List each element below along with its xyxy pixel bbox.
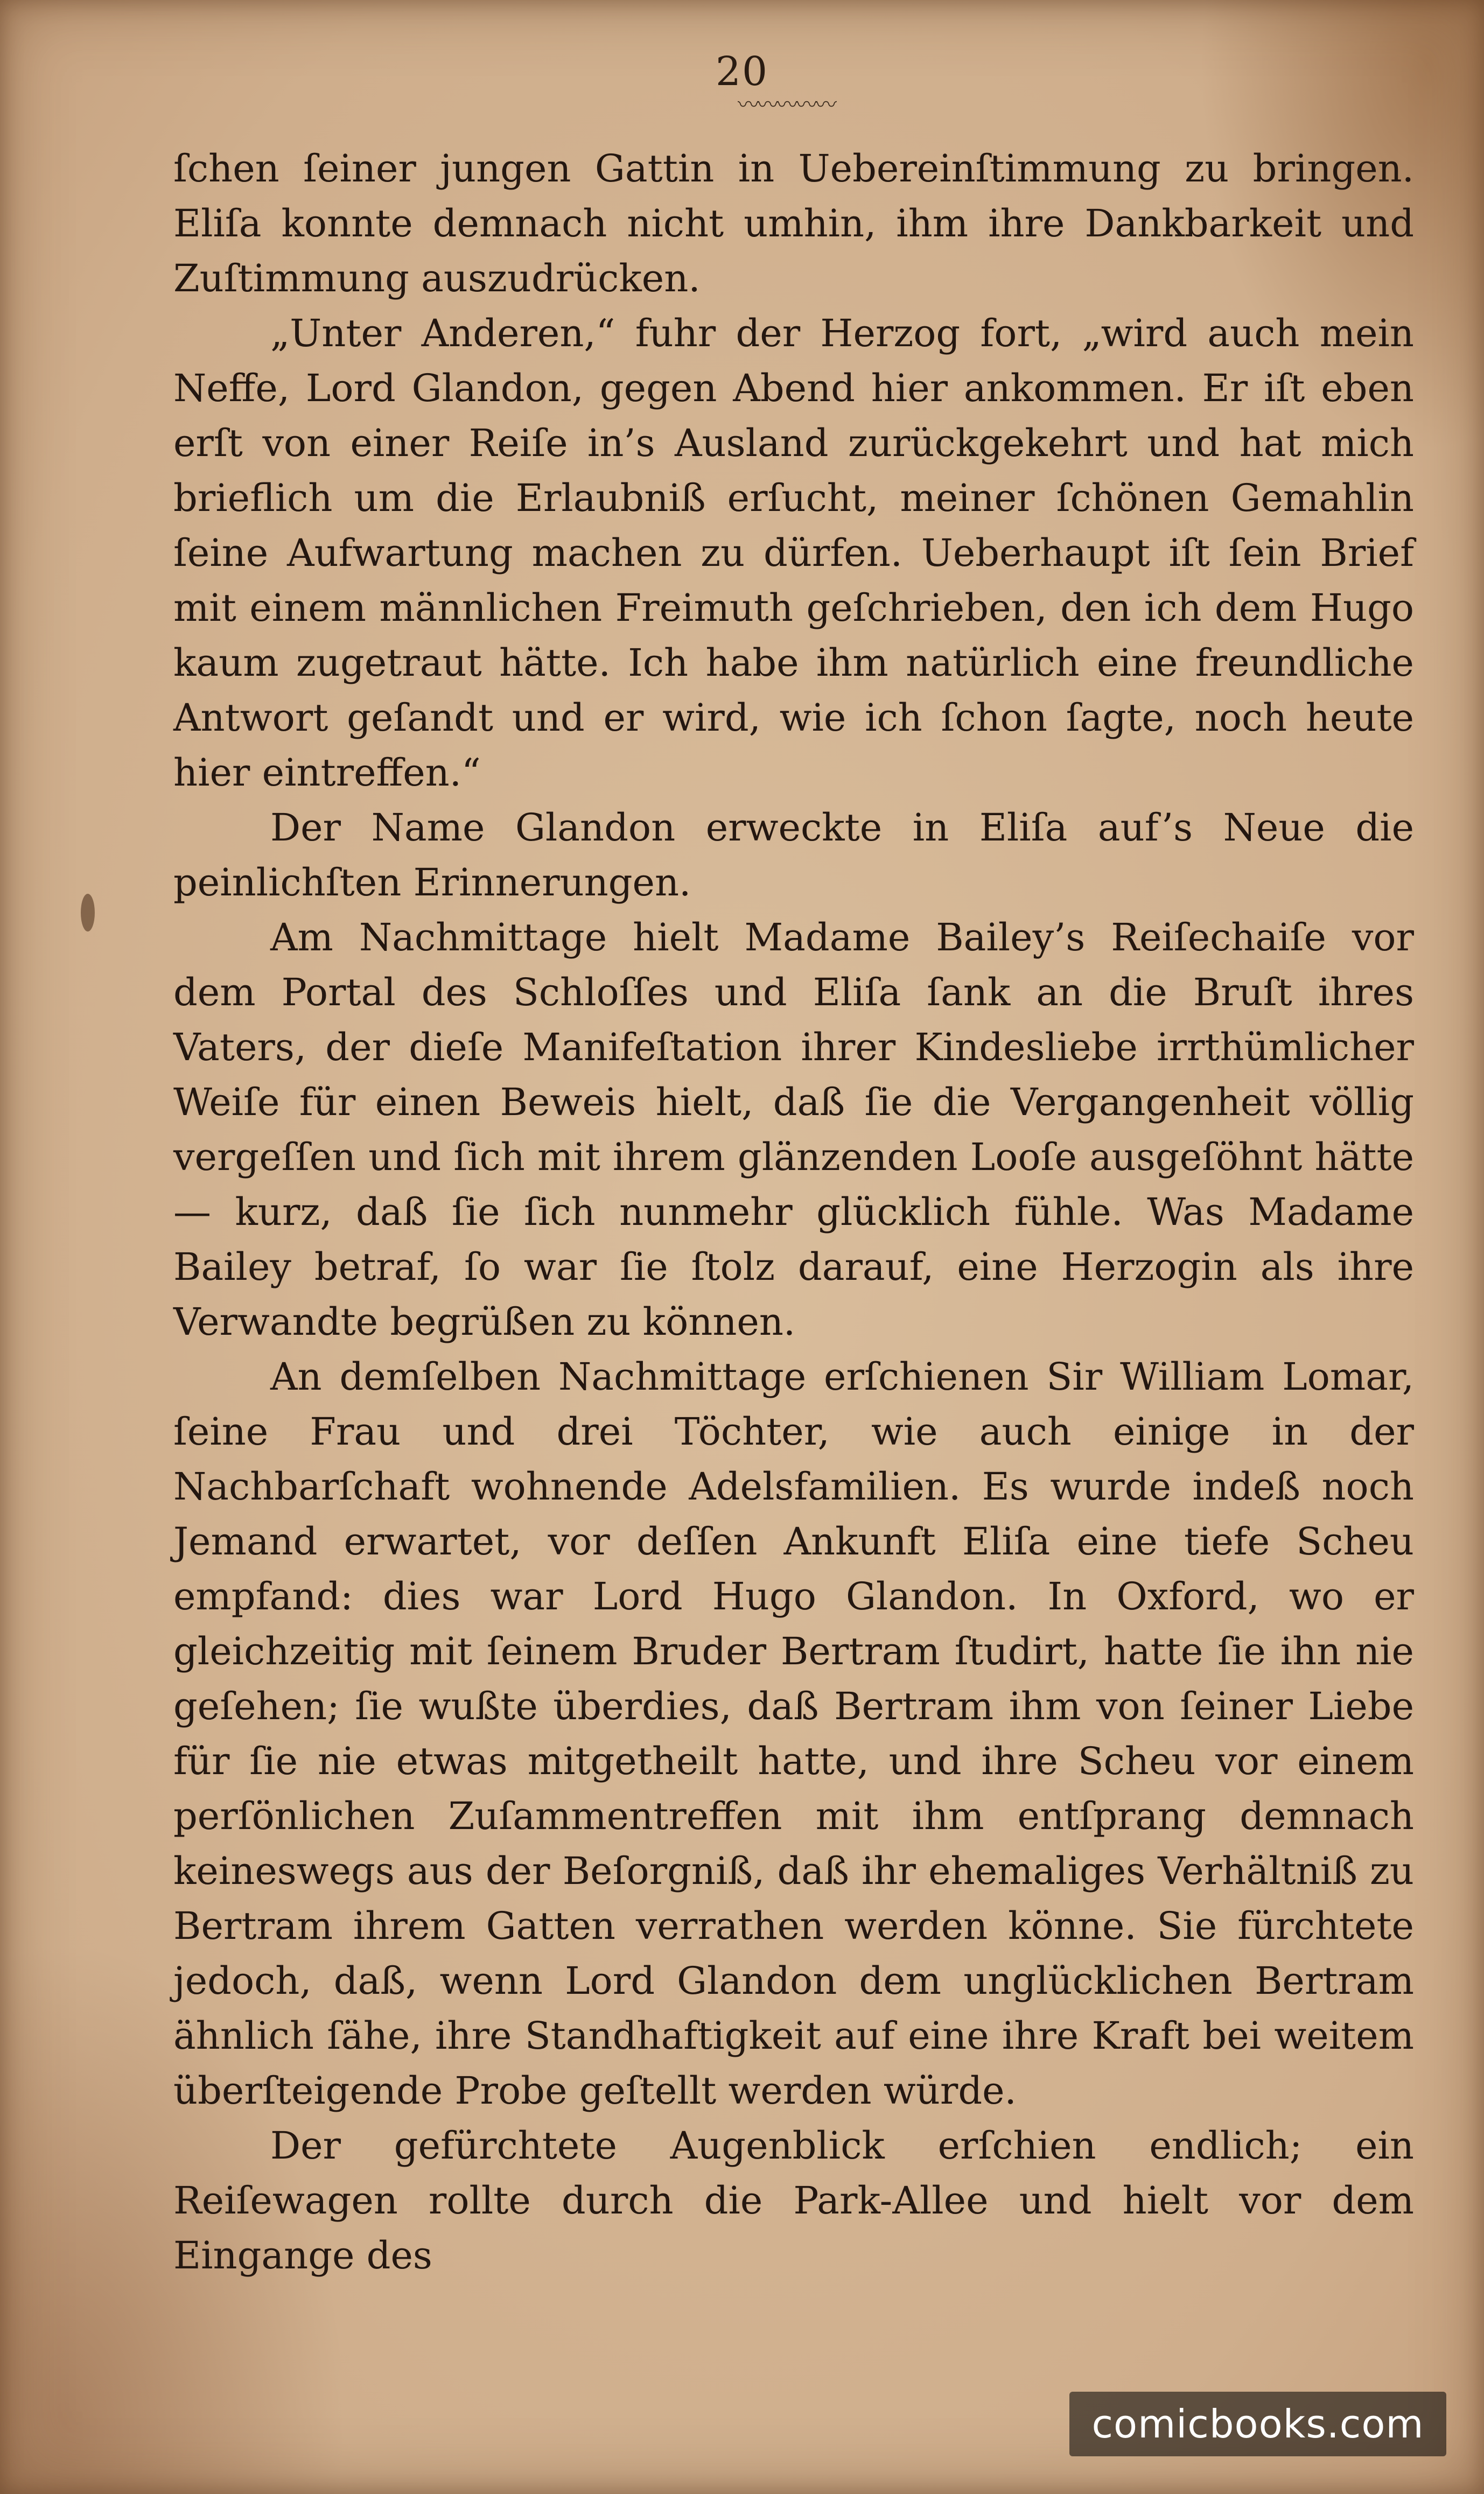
ink-stain xyxy=(81,894,95,931)
paragraph: An demſelben Nachmittage erſchienen Sir William Lomar, ſeine Frau und drei Töchter, wie auch einige in der Nachbarſchaft wohnende Adelsfamilien. Es wurde indeß noch Jemand erwartet, vor deſſen Ankunft Eliſa eine tiefe Scheu empfand: dies war Lord Hugo Glandon. In Oxford, wo er gleichzeitig mit ſeinem Bruder Bertram ſtudirt, hatte ſie ihn nie geſehen; ſie wußte überdies, daß Bertram ihm von ſeiner Liebe für ſie nie etwas mitgetheilt hatte, und ihre Scheu vor einem perſönlichen Zuſammentreffen mit ihm entſprang demnach keineswegs aus der Beſorgniß, daß ihr ehemaliges Verhältniß zu Bertram ihrem Gatten verrathen werden könne. Sie fürchtete jedoch, daß, wenn Lord Glandon dem unglücklichen Bertram ähnlich ſähe, ihre Standhaftigkeit auf eine ihre Kraft bei weitem überſteigende Probe geſtellt werden würde. xyxy=(173,1355,1414,2113)
page-number: 20 xyxy=(715,48,769,95)
paragraph: Der gefürchtete Augenblick erſchien endlich; ein Reiſewagen rollte durch die Park-Allee und hielt vor dem Eingange des xyxy=(173,2124,1414,2278)
paragraph: ſchen ſeiner jungen Gattin in Uebereinſtimmung zu bringen. Eliſa konnte demnach nicht umhin, ihm ihre Dankbarkeit und Zuſtimmung auszudrücken. xyxy=(173,146,1414,300)
site-watermark: comicbooks.com xyxy=(1069,2392,1446,2456)
paragraph: Der Name Glandon erweckte in Eliſa auf’s Neue die peinlichſten Erinnerungen. xyxy=(173,805,1414,905)
body-text xyxy=(173,141,1414,2283)
paragraph: „Unter Anderen,“ fuhr der Herzog fort, „wird auch mein Neffe, Lord Glandon, gegen Abend hier ankommen. Er iſt eben erſt von einer Reiſe in’s Ausland zurückgekehrt und hat mich brieflich um die Erlaubniß erſucht, meiner ſchönen Gemahlin ſeine Aufwartung machen zu dürfen. Ueberhaupt iſt ſein Brief mit einem männlichen Freimuth geſchrieben, den ich dem Hugo kaum zugetraut hätte. Ich habe ihm natürlich eine freundliche Antwort geſandt und er wird, wie ich ſchon ſagte, noch heute hier eintreffen.“ xyxy=(173,311,1414,795)
page-number-ornament: 〰〰〰〰〰 xyxy=(738,93,835,117)
paragraph: Am Nachmittage hielt Madame Bailey’s Reiſechaiſe vor dem Portal des Schloſſes und Eliſa ſank an die Bruſt ihres Vaters, der dieſe Manifeſtation ihrer Kindesliebe irrthümlicher Weiſe für einen Beweis hielt, daß ſie die Vergangenheit völlig vergeſſen und ſich mit ihrem glänzenden Looſe ausgeſöhnt hätte — kurz, daß ſie ſich nunmehr glücklich fühle. Was Madame Bailey betraf, ſo war ſie ſtolz darauf, eine Herzogin als ihre Verwandte begrüßen zu können. xyxy=(173,915,1414,1344)
